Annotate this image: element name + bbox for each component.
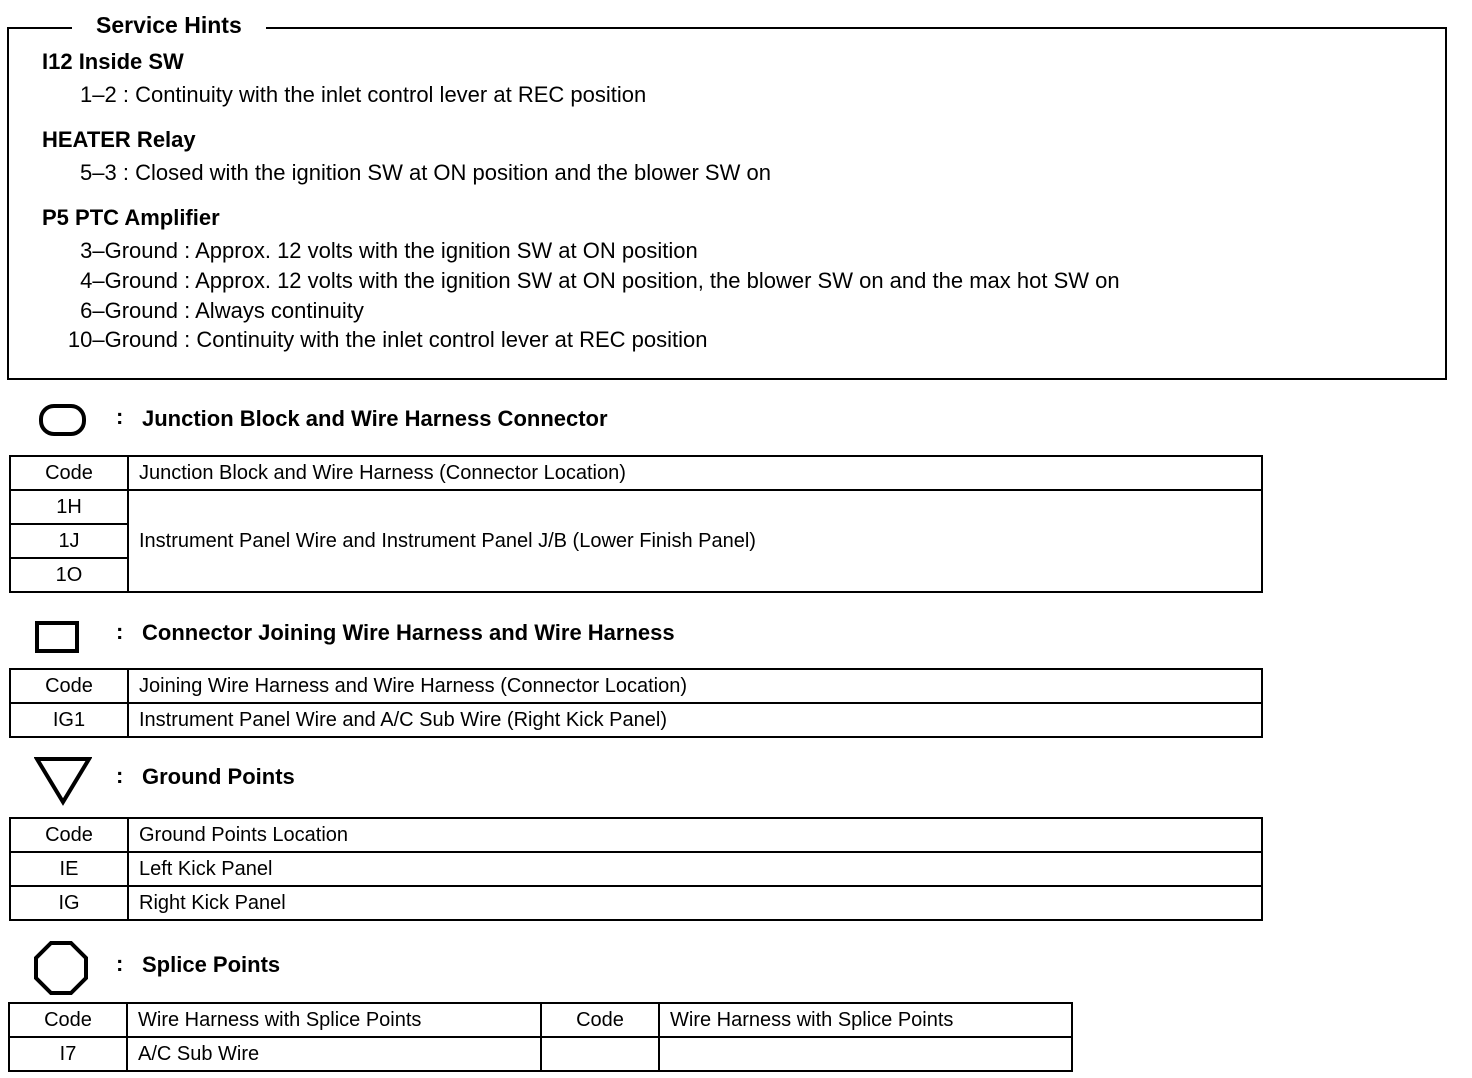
hint-pins: 3–Ground <box>80 238 178 263</box>
hint-line <box>48 267 1120 295</box>
hint-pins: 1–2 <box>80 82 117 107</box>
hint-line <box>80 159 771 187</box>
table-header-cell: Junction Block and Wire Harness (Connector Location) <box>128 456 1262 490</box>
service-hints-title: Service Hints <box>72 10 266 40</box>
table-header-cell: Code <box>10 456 128 490</box>
hint-pins: 10–Ground <box>67 327 178 352</box>
table-cell-code: 1H <box>10 490 128 524</box>
rounded-rect-icon <box>38 402 88 438</box>
hint-heading-heater-relay: HEATER Relay <box>42 127 196 152</box>
hint-text: : Continuity with the inlet control lever at REC position <box>122 82 647 107</box>
table-cell-code: IG <box>10 886 128 920</box>
hint-pins: 4–Ground <box>80 268 178 293</box>
hint-text: : Approx. 12 volts with the ignition SW at ON position <box>184 238 698 263</box>
hint-line <box>48 297 364 325</box>
table-header-row <box>10 669 1262 703</box>
table-cell-code: IG1 <box>10 703 128 737</box>
junction-block-table <box>9 455 1263 593</box>
hint-line <box>48 326 707 354</box>
table-row <box>9 1037 1072 1071</box>
table-header-cell: Ground Points Location <box>128 818 1262 852</box>
splice-points-table <box>8 1002 1073 1072</box>
junction-block-title: Junction Block and Wire Harness Connector <box>142 406 608 431</box>
table-header-cell: Code <box>9 1003 127 1037</box>
table-cell-location: Instrument Panel Wire and A/C Sub Wire (Right Kick Panel) <box>128 703 1262 737</box>
table-row <box>10 490 1262 524</box>
triangle-down-icon <box>34 756 92 806</box>
hint-text: : Always continuity <box>184 298 364 323</box>
hint-text: : Closed with the ignition SW at ON position and the blower SW on <box>122 160 771 185</box>
section-colon: : <box>116 404 124 429</box>
hint-pins: 5–3 <box>80 160 117 185</box>
table-header-row <box>10 818 1262 852</box>
square-icon <box>34 619 80 655</box>
table-cell-location: Right Kick Panel <box>128 886 1262 920</box>
ground-points-table <box>9 817 1263 921</box>
table-header-row <box>9 1003 1072 1037</box>
table-row <box>10 886 1262 920</box>
splice-points-title: Splice Points <box>142 952 281 977</box>
table-header-row <box>10 456 1262 490</box>
table-header-cell: Code <box>541 1003 659 1037</box>
hint-heading-p5: P5 PTC Amplifier <box>42 205 220 230</box>
table-cell-code: 1J <box>10 524 128 558</box>
table-row <box>10 852 1262 886</box>
section-colon: : <box>116 619 124 644</box>
table-cell-harness <box>659 1037 1072 1071</box>
connector-joining-title: Connector Joining Wire Harness and Wire Harness <box>142 620 675 645</box>
table-row <box>10 703 1262 737</box>
ground-points-title: Ground Points <box>142 764 295 789</box>
table-header-cell: Wire Harness with Splice Points <box>659 1003 1072 1037</box>
connector-joining-table <box>9 668 1263 738</box>
hint-text: : Continuity with the inlet control lever at REC position <box>184 327 708 352</box>
section-colon: : <box>116 951 124 976</box>
hint-line <box>80 81 646 109</box>
octagon-icon <box>33 940 89 996</box>
table-cell-code <box>541 1037 659 1071</box>
table-cell-code: I7 <box>9 1037 127 1071</box>
table-cell-code: 1O <box>10 558 128 592</box>
section-colon: : <box>116 763 124 788</box>
table-cell-code: IE <box>10 852 128 886</box>
hint-line <box>48 237 698 265</box>
table-header-cell: Code <box>10 818 128 852</box>
hint-pins: 6–Ground <box>80 298 178 323</box>
table-cell-location: Instrument Panel Wire and Instrument Panel J/B (Lower Finish Panel) <box>128 490 1262 592</box>
table-header-cell: Code <box>10 669 128 703</box>
table-header-cell: Wire Harness with Splice Points <box>127 1003 541 1037</box>
hint-text: : Approx. 12 volts with the ignition SW at ON position, the blower SW on and the max hot SW on <box>184 268 1120 293</box>
table-cell-location: Left Kick Panel <box>128 852 1262 886</box>
hint-heading-i12: I12 Inside SW <box>42 49 184 74</box>
table-header-cell: Joining Wire Harness and Wire Harness (Connector Location) <box>128 669 1262 703</box>
table-cell-harness: A/C Sub Wire <box>127 1037 541 1071</box>
